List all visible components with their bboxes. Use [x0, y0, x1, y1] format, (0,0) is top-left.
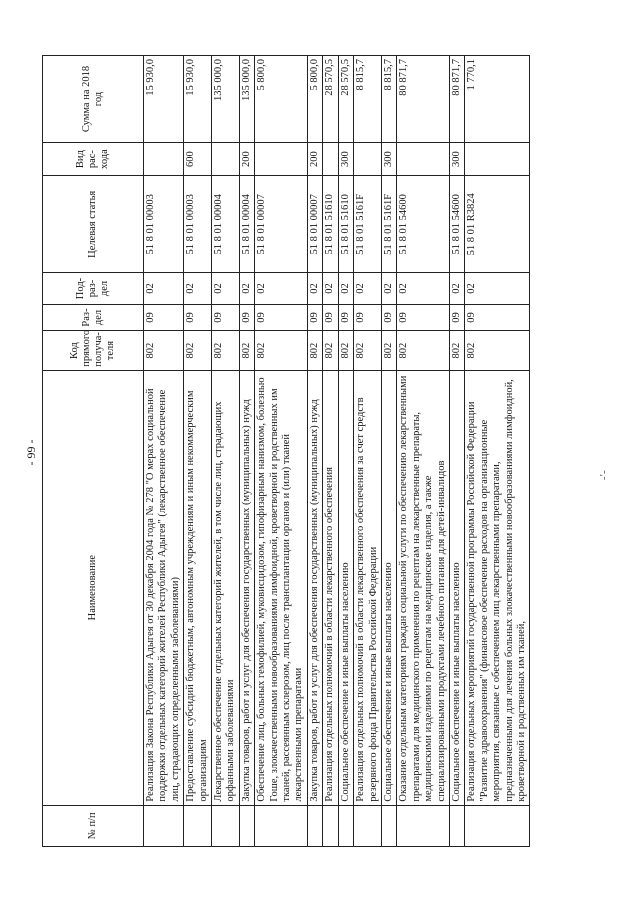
cell-razdel: 09	[307, 304, 322, 331]
cell-sum: 28 570,5	[323, 56, 338, 143]
header-vid: Вид рас-хода	[43, 143, 144, 176]
cell-podrazdel: 02	[255, 273, 308, 304]
cell-podrazdel: 02	[397, 273, 450, 304]
header-razdel: Раз-дел	[43, 304, 144, 331]
cell-razdel: 09	[144, 304, 184, 331]
cell-sum: 8 815,7	[354, 56, 382, 143]
cell-vid	[255, 143, 308, 176]
table-row	[144, 56, 184, 847]
cell-podrazdel: 02	[212, 273, 240, 304]
cell-podrazdel: 02	[307, 273, 322, 304]
cell-podrazdel: 02	[338, 273, 353, 304]
cell-podrazdel: 02	[323, 273, 338, 304]
cell-sum: 135 000,0	[239, 56, 254, 143]
cell-razdel: 09	[397, 304, 450, 331]
table-row	[381, 56, 396, 847]
table-row	[449, 56, 464, 847]
cell-vid	[397, 143, 450, 176]
cell-num	[397, 805, 450, 846]
cell-sum: 15 930,0	[144, 56, 184, 143]
cell-podrazdel: 02	[449, 273, 464, 304]
cell-vid	[465, 143, 530, 176]
cell-name: Реализация отдельных мероприятий государственной программы Российской Федерации "Развитие здравоохранения" (финансовое обеспечение расходов на организационные мероприятия, связанные с обеспечением лиц лекарственными препаратами, предназначенными для лечения больных злокачественными новообразованиями лимфоидной, кроветворной и родственных им тканей,	[465, 370, 530, 805]
header-code: Код прямого получа-теля	[43, 331, 144, 370]
cell-article: 51 8 01 00003	[144, 176, 184, 273]
cell-vid: 300	[381, 143, 396, 176]
cell-name: Лекарственное обеспечение отдельных категорий жителей, в том числе лиц, страдающих орфанными заболеваниями	[212, 370, 240, 805]
table-row	[323, 56, 338, 847]
cell-article: 51 8 01 5161F	[354, 176, 382, 273]
cell-podrazdel: 02	[381, 273, 396, 304]
cell-num	[323, 805, 338, 846]
cell-num	[465, 805, 530, 846]
cell-name: Реализация отдельных полномочий в области лекарственного обеспечения за счет средств резервного фонда Правительства Российской Федерации	[354, 370, 382, 805]
cell-sum: 5 800,0	[307, 56, 322, 143]
cell-vid	[354, 143, 382, 176]
cell-razdel: 09	[323, 304, 338, 331]
cell-razdel: 09	[381, 304, 396, 331]
cell-razdel: 09	[449, 304, 464, 331]
cell-article: 51 8 01 00007	[255, 176, 308, 273]
cell-vid: 200	[239, 143, 254, 176]
cell-article: 51 8 01 54600	[449, 176, 464, 273]
cell-code: 802	[239, 331, 254, 370]
cell-article: 51 8 01 00003	[184, 176, 212, 273]
cell-num	[381, 805, 396, 846]
cell-article: 51 8 01 5161F	[381, 176, 396, 273]
cell-name: Оказание отдельным категориям граждан социальной услуги по обеспечению лекарственными препаратами для медицинского применения по рецептам на лекарственные препараты, медицинскими изделиями по рецептам на медицинские изделия, а также специализированными продуктами лечебного питания для детей-инвалидов	[397, 370, 450, 805]
cell-code: 802	[338, 331, 353, 370]
cell-name: Закупка товаров, работ и услуг для обеспечения государственных (муниципальных) нужд	[239, 370, 254, 805]
cell-article: 51 8 01 51610	[323, 176, 338, 273]
cell-code: 802	[397, 331, 450, 370]
cell-sum: 135 000,0	[212, 56, 240, 143]
cell-sum: 28 570,5	[338, 56, 353, 143]
cell-code: 802	[465, 331, 530, 370]
table-row	[465, 56, 530, 847]
cell-num	[184, 805, 212, 846]
header-num: № п/п	[43, 805, 144, 846]
cell-num	[338, 805, 353, 846]
cell-name: Реализация Закона Республики Адыгея от 30 декабря 2004 года № 278 "О мерах социальной поддержки отдельных категорий жителей Республики Адыгея" (лекарственное обеспечение лиц, страдающих определенными заболеваниями)	[144, 370, 184, 805]
cell-sum: 5 800,0	[255, 56, 308, 143]
cell-vid: 200	[307, 143, 322, 176]
cell-name: Предоставление субсидий бюджетным, автономным учреждениям и иным некоммерческим организациям	[184, 370, 212, 805]
cell-name: Закупка товаров, работ и услуг для обеспечения государственных (муниципальных) нужд	[307, 370, 322, 805]
cell-code: 802	[323, 331, 338, 370]
cell-article: 51 8 01 R3824	[465, 176, 530, 273]
table-row	[184, 56, 212, 847]
cell-razdel: 09	[255, 304, 308, 331]
cell-sum: 8 815,7	[381, 56, 396, 143]
table-row	[338, 56, 353, 847]
cell-sum: 15 930,0	[184, 56, 212, 143]
header-podrazdel: Под-раз-дел	[43, 273, 144, 304]
cell-code: 802	[307, 331, 322, 370]
header-name: Наименование	[43, 370, 144, 805]
cell-name: Реализация отдельных полномочий в области лекарственного обеспечения	[323, 370, 338, 805]
cell-vid	[212, 143, 240, 176]
table-row	[354, 56, 382, 847]
cell-num	[354, 805, 382, 846]
cell-num	[212, 805, 240, 846]
table-row	[397, 56, 450, 847]
cell-num	[144, 805, 184, 846]
cell-vid: 600	[184, 143, 212, 176]
budget-table	[42, 55, 530, 847]
table-row	[212, 56, 240, 847]
cell-name: Социальное обеспечение и иные выплаты населению	[381, 370, 396, 805]
cell-razdel: 09	[338, 304, 353, 331]
cell-num	[449, 805, 464, 846]
cell-num	[239, 805, 254, 846]
cell-razdel: 09	[465, 304, 530, 331]
cell-code: 802	[212, 331, 240, 370]
cell-sum: 1 770,1	[465, 56, 530, 143]
cell-name: Обеспечение лиц, больных гемофилией, муковисцидозом, гипофизарным нанизмом, болезнью Гоше, злокачественными новообразованиями лимфоидной, кроветворной и родственных им тканей, рассеянным склерозом, лиц после трансплантации органов и (или) тканей лекарственными препаратами	[255, 370, 308, 805]
cell-num	[255, 805, 308, 846]
cell-vid: 300	[338, 143, 353, 176]
cell-code: 802	[184, 331, 212, 370]
page-number: - 99 -	[24, 439, 38, 466]
cell-code: 802	[381, 331, 396, 370]
cell-razdel: 09	[354, 304, 382, 331]
cell-code: 802	[255, 331, 308, 370]
cell-podrazdel: 02	[354, 273, 382, 304]
cell-podrazdel: 02	[184, 273, 212, 304]
cell-article: 51 8 01 00004	[239, 176, 254, 273]
cell-razdel: 09	[239, 304, 254, 331]
cell-razdel: 09	[184, 304, 212, 331]
cell-article: 51 8 01 54600	[397, 176, 450, 273]
table-row	[307, 56, 322, 847]
cell-sum: 80 871,7	[449, 56, 464, 143]
cell-article: 51 8 01 51610	[338, 176, 353, 273]
cell-vid	[323, 143, 338, 176]
cell-sum: 80 871,7	[397, 56, 450, 143]
handwritten-mark: -ʹ-	[598, 470, 610, 480]
table-row	[239, 56, 254, 847]
cell-name: Социальное обеспечение и иные выплаты населению	[338, 370, 353, 805]
table-row	[255, 56, 308, 847]
cell-vid	[144, 143, 184, 176]
cell-code: 802	[449, 331, 464, 370]
cell-podrazdel: 02	[144, 273, 184, 304]
header-article: Целевая статья	[43, 176, 144, 273]
cell-code: 802	[354, 331, 382, 370]
cell-article: 51 8 01 00004	[212, 176, 240, 273]
cell-num	[307, 805, 322, 846]
cell-vid: 300	[449, 143, 464, 176]
cell-razdel: 09	[212, 304, 240, 331]
cell-article: 51 8 01 00007	[307, 176, 322, 273]
cell-podrazdel: 02	[465, 273, 530, 304]
header-sum: Сумма на 2018 год	[43, 56, 144, 143]
cell-code: 802	[144, 331, 184, 370]
cell-name: Социальное обеспечение и иные выплаты населению	[449, 370, 464, 805]
cell-podrazdel: 02	[239, 273, 254, 304]
table-header-row	[43, 56, 144, 847]
